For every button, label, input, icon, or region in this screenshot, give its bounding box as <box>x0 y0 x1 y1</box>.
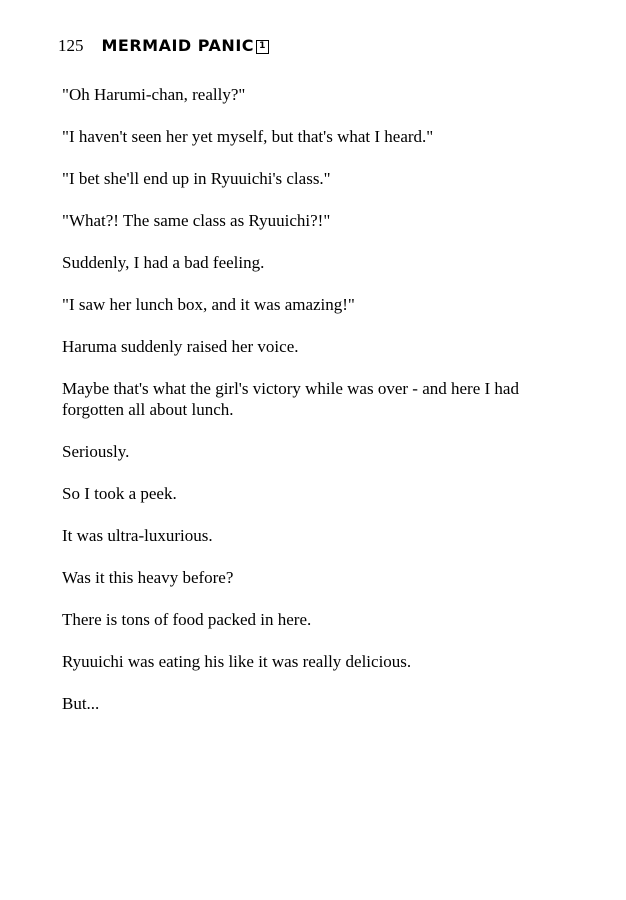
paragraph: Haruma suddenly raised her voice. <box>62 337 299 356</box>
paragraph: Ryuuichi was eating his like it was really delicious. <box>62 652 412 671</box>
book-title-text: MERMAID PANIC <box>101 36 255 55</box>
page-number: 125 <box>58 36 84 55</box>
paragraph: "What?! The same class as Ryuuichi?!" <box>62 211 331 230</box>
paragraph: "Oh Harumi-chan, really?" <box>62 85 246 104</box>
paragraph: Was it this heavy before? <box>62 568 234 587</box>
paragraph: Maybe that's what the girl's victory while was over - and here I had forgotten all about lunch. <box>62 379 519 419</box>
paragraph: But... <box>62 694 100 713</box>
paragraph: Suddenly, I had a bad feeling. <box>62 253 265 272</box>
volume-badge: 1 <box>256 40 269 54</box>
paragraph: "I saw her lunch box, and it was amazing!" <box>62 295 355 314</box>
paragraph: "I haven't seen her yet myself, but that's what I heard." <box>62 127 434 146</box>
paragraph: It was ultra-luxurious. <box>62 526 213 545</box>
paragraph: So I took a peek. <box>62 484 177 503</box>
paragraph: Seriously. <box>62 442 130 461</box>
body-text <box>62 84 542 735</box>
paragraph: There is tons of food packed in here. <box>62 610 312 629</box>
paragraph: "I bet she'll end up in Ryuuichi's class." <box>62 169 331 188</box>
book-title <box>102 36 270 55</box>
page-header <box>58 36 269 56</box>
